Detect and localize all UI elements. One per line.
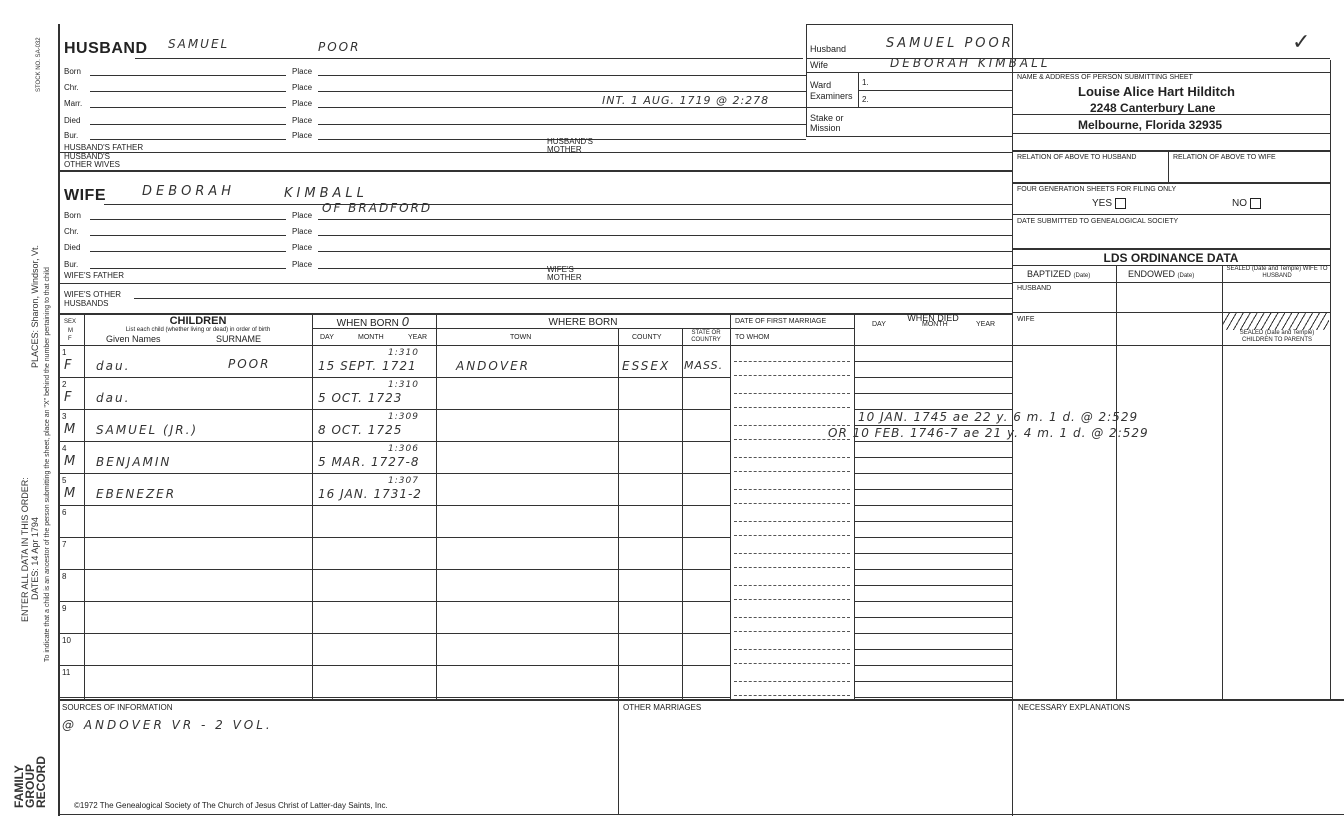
state-header: STATE OR COUNTRY — [691, 330, 721, 343]
sources-value: @ ANDOVER VR - 2 VOL. — [62, 718, 273, 732]
submitter-name: Louise Alice Hart Hilditch — [1078, 84, 1235, 99]
lds-col-2 — [1222, 265, 1223, 699]
wife-born-place: OF BRADFORD — [322, 201, 433, 215]
places-note: PLACES: Sharon, Windsor, Vt. — [30, 244, 40, 368]
husband-bur-line — [90, 139, 286, 140]
child-surname: POOR — [228, 357, 271, 371]
child-number: 3 — [62, 412, 67, 421]
husband-born-place-label: Place — [292, 67, 313, 76]
child-died-line — [854, 489, 1012, 490]
child-given-name: dau. — [96, 359, 131, 373]
lds-hatched-box — [1223, 313, 1329, 330]
died-day-header: DAY — [872, 321, 886, 328]
husband-marr-note: INT. 1 AUG. 1719 @ 2:278 — [602, 94, 770, 107]
header-check-mark: ✓ — [1292, 30, 1313, 55]
stake-bottom-line — [806, 136, 1012, 137]
child-marriage-dash-2 — [734, 567, 850, 568]
child-marriage-dash — [734, 649, 850, 650]
husband-father-label: HUSBAND'S FATHER — [64, 143, 144, 152]
relation-husband-label: RELATION OF ABOVE TO HUSBAND — [1017, 154, 1137, 161]
county-header: COUNTY — [632, 334, 662, 341]
child-died-bottom — [854, 633, 1012, 634]
died-year-header: YEAR — [976, 321, 996, 328]
submitter-bottom — [1012, 150, 1330, 152]
relation-wife-label: RELATION OF ABOVE TO WIFE — [1173, 154, 1276, 161]
ward-examiners-label: Ward Examiners — [810, 80, 853, 101]
wife-other-husbands-label: WIFE'S OTHER HUSBANDS — [64, 290, 122, 308]
child-born-date: 5 OCT. 1723 — [318, 391, 403, 405]
header-top — [806, 24, 1012, 25]
child-born-date: 5 MAR. 1727-8 — [318, 455, 420, 469]
no-label: NO — [1232, 198, 1247, 210]
lds-col-1 — [1116, 265, 1117, 699]
examiner-1: 1. — [862, 78, 869, 87]
col-state-right — [730, 313, 731, 699]
child-died-line — [854, 361, 1012, 362]
child-row-line — [58, 441, 730, 442]
lds-baptized-header: BAPTIZED (Date) — [1027, 269, 1091, 279]
four-generation-no[interactable] — [1232, 198, 1261, 209]
yes-checkbox[interactable] — [1115, 198, 1126, 209]
child-died-line — [854, 553, 1012, 554]
wife-died-line — [90, 251, 286, 252]
when-born-subheader-line — [312, 328, 730, 329]
child-sex: F — [64, 358, 74, 373]
child-died-line — [854, 585, 1012, 586]
child-number: 2 — [62, 380, 67, 389]
wife-born-place-label: Place — [292, 211, 313, 220]
lds-sealed-wife-header: SEALED (Date and Temple) WIFE TO HUSBAND — [1226, 266, 1328, 279]
child-born-ref: 1:307 — [388, 476, 419, 486]
col-sex-right — [84, 313, 85, 699]
ancestor-mark-note: To indicate that a child is an ancestor of the person submitting the sheet, place an "X" behind the number pertaining to that child — [44, 267, 51, 662]
died-month-header: MONTH — [922, 321, 948, 328]
form-right-border — [1330, 60, 1331, 700]
surname-header: SURNAME — [216, 334, 262, 344]
footer-divider-1 — [618, 699, 619, 815]
husband-died-place-label: Place — [292, 116, 313, 125]
wife-born-place-line — [318, 219, 1012, 220]
child-marriage-dash-2 — [734, 375, 850, 376]
child-marriage-dash — [734, 585, 850, 586]
lds-husband-row: HUSBAND — [1017, 285, 1052, 292]
child-given-name: dau. — [96, 391, 131, 405]
when-died-header: WHEN DIED — [907, 313, 959, 323]
child-marriage-dash — [734, 489, 850, 490]
yes-label: YES — [1092, 198, 1113, 210]
husband-chr-place-label: Place — [292, 83, 313, 92]
child-sex: M — [64, 422, 78, 437]
husband-died-place-line — [318, 124, 806, 125]
child-born-ref: 1:310 — [388, 348, 419, 358]
lds-sealed-children-header: SEALED (Date and Temple) CHILDREN TO PARENTS — [1239, 330, 1315, 343]
form-bottom — [58, 814, 1344, 815]
form-title: FAMILY GROUP RECORD — [12, 755, 48, 808]
child-born-ref: 1:306 — [388, 444, 419, 454]
husband-given-name: SAMUEL — [168, 37, 230, 51]
child-row-line — [58, 409, 730, 410]
other-marriages-label: OTHER MARRIAGES — [623, 703, 702, 712]
child-number: 7 — [62, 540, 67, 549]
child-died-line — [854, 681, 1012, 682]
born-day-header: DAY — [320, 334, 334, 341]
to-whom-header: TO WHOM — [735, 334, 770, 341]
header-divider — [806, 24, 807, 136]
child-died-bottom — [854, 601, 1012, 602]
submitter-line-2 — [1012, 133, 1330, 134]
child-died-bottom — [854, 441, 1012, 442]
child-marriage-dash-2 — [734, 503, 850, 504]
husband-marr-place-line — [318, 107, 806, 108]
child-row-line — [58, 665, 730, 666]
town-header: TOWN — [510, 334, 532, 341]
child-marriage-dash — [734, 457, 850, 458]
child-given-name: BENJAMIN — [96, 455, 172, 469]
husband-name-line — [135, 58, 803, 59]
child-died-line — [854, 617, 1012, 618]
child-died-bottom — [854, 473, 1012, 474]
sources-label: SOURCES OF INFORMATION — [62, 703, 173, 712]
child-died-bottom — [854, 697, 1012, 698]
child-number: 6 — [62, 508, 67, 517]
wife-bur-label: Bur. — [64, 260, 79, 269]
four-generation-yes[interactable] — [1092, 198, 1126, 209]
child-number: 1 — [62, 348, 67, 357]
dates-note: DATES: 14 Apr 1794 — [30, 517, 40, 600]
child-died-line — [854, 521, 1012, 522]
child-row-line — [58, 473, 730, 474]
header-wife-line — [806, 72, 1330, 73]
child-sex: F — [64, 390, 74, 405]
enter-order-note: ENTER ALL DATA IN THIS ORDER: — [20, 477, 30, 622]
sex-mf-header: M F — [68, 328, 73, 342]
husband-chr-place-line — [318, 91, 806, 92]
no-checkbox[interactable] — [1250, 198, 1261, 209]
sex-header: SEX — [64, 319, 77, 325]
husband-marr-line — [90, 107, 286, 108]
husband-heading: HUSBAND — [64, 40, 148, 57]
child-died-bottom — [854, 377, 1012, 378]
wife-chr-line — [90, 235, 286, 236]
child-marriage-dash — [734, 617, 850, 618]
child-row-line — [58, 505, 730, 506]
child-died-line — [854, 649, 1012, 650]
child-died-bottom — [854, 505, 1012, 506]
child-marriage-dash — [734, 521, 850, 522]
relation-divider — [1168, 150, 1169, 182]
wife-chr-place-label: Place — [292, 227, 313, 236]
lds-header-bottom — [1012, 282, 1330, 283]
husband-chr-label: Chr. — [64, 83, 79, 92]
lds-top — [1012, 248, 1330, 250]
ward-bottom-line — [806, 107, 1012, 108]
child-row-line — [58, 697, 730, 698]
husband-died-line — [90, 124, 286, 125]
wife-died-place-line — [318, 251, 1012, 252]
child-row-line — [58, 569, 730, 570]
wife-mother-label: WIFE'S MOTHER — [547, 265, 582, 282]
child-marriage-dash-2 — [734, 535, 850, 536]
child-number: 8 — [62, 572, 67, 581]
husband-bur-label: Bur. — [64, 131, 79, 140]
children-header-bottom — [58, 345, 1330, 346]
children-header: CHILDREN — [169, 315, 227, 327]
child-died: 10 JAN. 1745 ae 22 y. 6 m. 1 d. @ 2:529 — [858, 410, 1139, 424]
wife-surname: KIMBALL — [284, 186, 368, 201]
header-husband-value: SAMUEL POOR — [886, 36, 1014, 51]
col-died-left — [854, 313, 855, 699]
husband-other-wives-label: HUSBAND'S OTHER WIVES — [64, 152, 121, 169]
child-given-name: SAMUEL (JR.) — [96, 423, 199, 437]
husband-born-line — [90, 75, 286, 76]
given-names-header: Given Names — [106, 334, 161, 344]
child-died-bottom — [854, 665, 1012, 666]
husband-bur-place-label: Place — [292, 131, 313, 140]
footer-top — [58, 699, 1344, 701]
relation-bottom — [1012, 182, 1330, 184]
child-died-bottom — [854, 569, 1012, 570]
wife-other-line — [134, 298, 1012, 299]
wife-died-place-label: Place — [292, 243, 313, 252]
child-marriage-dash — [734, 361, 850, 362]
examiner-mid-line — [858, 90, 1012, 91]
child-given-name: EBENEZER — [96, 487, 177, 501]
col-county-right — [682, 328, 683, 699]
wife-given-name: DEBORAH — [142, 184, 236, 199]
wife-chr-label: Chr. — [64, 227, 79, 236]
wife-died-label: Died — [64, 243, 81, 252]
child-marriage-dash — [734, 393, 850, 394]
header-husband-label: Husband — [810, 44, 847, 54]
child-died-alt: OR 10 FEB. 1746-7 ae 21 y. 4 m. 1 d. @ 2:529 — [828, 426, 1149, 440]
wife-bur-place-line — [318, 268, 1012, 269]
stock-number: STOCK NO. SA-032 — [36, 37, 42, 92]
four-generation-label: FOUR GENERATION SHEETS FOR FILING ONLY — [1017, 186, 1177, 193]
first-marriage-header: DATE OF FIRST MARRIAGE — [735, 318, 827, 325]
four-gen-bottom — [1012, 214, 1330, 215]
wife-chr-place-line — [318, 235, 1012, 236]
col-town-right — [618, 328, 619, 699]
child-row-line — [58, 537, 730, 538]
children-note: List each child (whether living or dead) in order of birth — [125, 327, 271, 333]
child-state: MASS. — [684, 359, 724, 372]
header-wife-value: DEBORAH KIMBALL — [890, 56, 1051, 70]
submitter-label: NAME & ADDRESS OF PERSON SUBMITTING SHEET — [1017, 74, 1193, 81]
child-marriage-dash-2 — [734, 471, 850, 472]
child-marriage-dash-2 — [734, 599, 850, 600]
header-husband-line — [806, 58, 1330, 59]
child-town: ANDOVER — [456, 359, 530, 373]
child-number: 11 — [62, 668, 71, 677]
born-month-header: MONTH — [358, 334, 384, 341]
child-marriage-dash — [734, 681, 850, 682]
husband-marr-place-label: Place — [292, 99, 313, 108]
lds-wife-row: WIFE — [1017, 316, 1035, 323]
child-number: 9 — [62, 604, 67, 613]
husband-chr-line — [90, 91, 286, 92]
when-born-header: WHEN BORN 0 — [336, 315, 412, 329]
husband-section-bottom — [58, 170, 1012, 172]
husband-surname: POOR — [318, 40, 361, 54]
child-born-date: 8 OCT. 1725 — [318, 423, 403, 437]
child-number: 5 — [62, 476, 67, 485]
husband-father-line — [58, 152, 1012, 153]
child-marriage-dash-2 — [734, 663, 850, 664]
wife-born-label: Born — [64, 211, 81, 220]
first-marriage-subheader-line — [730, 328, 854, 329]
child-marriage-dash-2 — [734, 631, 850, 632]
child-sex: M — [64, 454, 78, 469]
child-row-line — [58, 601, 730, 602]
husband-marr-label: Marr. — [64, 99, 83, 108]
child-marriage-dash — [734, 553, 850, 554]
wife-heading: WIFE — [64, 187, 106, 204]
copyright: ©1972 The Genealogical Society of The Church of Jesus Christ of Latter-day Saints, Inc. — [74, 801, 388, 810]
wife-bur-place-label: Place — [292, 260, 313, 269]
child-died-line — [854, 393, 1012, 394]
col-children-right — [312, 313, 313, 699]
child-born-date: 15 SEPT. 1721 — [318, 359, 417, 373]
wife-born-line — [90, 219, 286, 220]
husband-born-label: Born — [64, 67, 81, 76]
child-county: ESSEX — [622, 359, 671, 373]
child-number: 4 — [62, 444, 67, 453]
wife-father-label: WIFE'S FATHER — [64, 271, 125, 280]
submitter-street: 2248 Canterbury Lane — [1090, 101, 1216, 115]
header-wife-label: Wife — [810, 60, 828, 70]
lds-title: LDS ORDINANCE DATA — [1103, 251, 1239, 265]
date-submitted-label: DATE SUBMITTED TO GENEALOGICAL SOCIETY — [1017, 218, 1179, 225]
necessary-explanations-label: NECESSARY EXPLANATIONS — [1018, 703, 1131, 712]
child-row-line — [58, 377, 730, 378]
child-marriage-dash-2 — [734, 695, 850, 696]
child-born-ref: 1:310 — [388, 380, 419, 390]
child-born-date: 16 JAN. 1731-2 — [318, 487, 422, 501]
stake-mission-label: Stake or Mission — [810, 113, 844, 133]
husband-died-label: Died — [64, 116, 81, 125]
child-marriage-dash-2 — [734, 407, 850, 408]
child-born-ref: 1:309 — [388, 412, 419, 422]
examiner-2: 2. — [862, 95, 869, 104]
where-born-header: WHERE BORN — [548, 317, 618, 328]
husband-born-place-line — [318, 75, 806, 76]
child-died-line — [854, 457, 1012, 458]
submitter-line-1 — [1012, 114, 1330, 115]
born-year-header: YEAR — [408, 334, 428, 341]
submitter-city: Melbourne, Florida 32935 — [1078, 118, 1223, 132]
col-born-right — [436, 313, 437, 699]
wife-father-line — [58, 283, 1012, 284]
child-number: 10 — [62, 636, 71, 645]
child-died-bottom — [854, 537, 1012, 538]
wife-bur-line — [90, 268, 286, 269]
husband-mother-label: HUSBAND'S MOTHER — [547, 137, 593, 154]
lds-endowed-header: ENDOWED (Date) — [1128, 269, 1195, 279]
child-row-line — [58, 633, 730, 634]
wife-name-line — [104, 204, 1012, 205]
child-sex: M — [64, 486, 78, 501]
